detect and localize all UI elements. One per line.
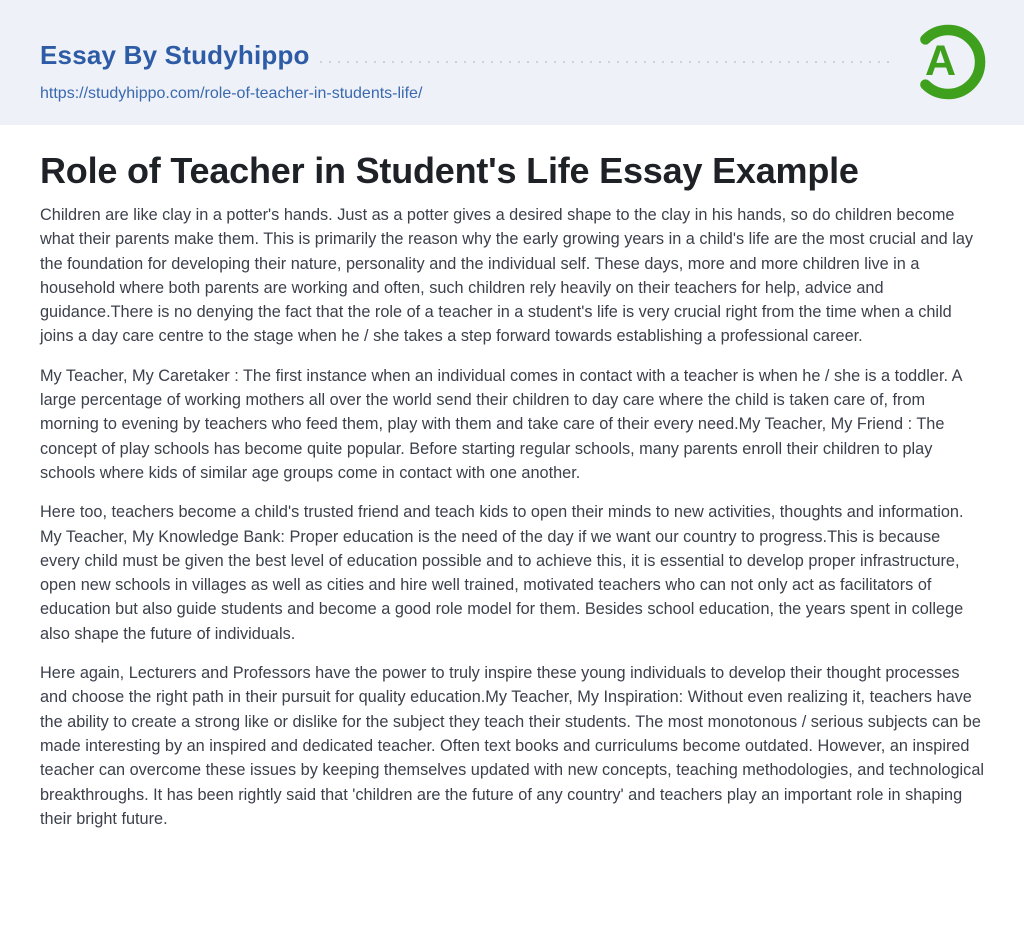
essay-article bbox=[0, 125, 1024, 831]
page-header bbox=[0, 0, 1024, 125]
page-url-link[interactable]: https://studyhippo.com/role-of-teacher-in-students-life/ bbox=[40, 85, 423, 102]
article-title: Role of Teacher in Student's Life Essay Example bbox=[40, 150, 859, 191]
essay-paragraph: My Teacher, My Caretaker : The first instance when an individual comes in contact with a teacher is when he / she is a toddler. A large percentage of working mothers all over the world send their children to day care where the child is taken care of, from morning to evening by teachers who feed them, play with them and take care of their every need.My Teacher, My Friend : The concept of play schools has become quite popular. Before starting regular schools, many parents enroll their children to play schools where kids of similar age groups come in contact with one another. bbox=[40, 366, 962, 482]
brand-row bbox=[40, 42, 984, 68]
studyhippo-logo bbox=[906, 20, 990, 104]
logo-arc-icon bbox=[906, 20, 990, 104]
essay-paragraph: Here too, teachers become a child's trusted friend and teach kids to open their minds to new activities, thoughts and information. My Teacher, My Knowledge Bank: Proper education is the need of the day if we want our country to progress.This is because every child must be given the best level of education possible and to achieve this, it is essential to develop proper infrastructure, open new schools in villages as well as cities and hire well trained, motivated teachers who can not only act as facilitators of education but also guide students and become a good role model for them. Besides school education, the years spent in college also shape the future of individuals. bbox=[40, 503, 964, 643]
logo-letter: A bbox=[924, 37, 957, 85]
essay-paragraph: Children are like clay in a potter's hands. Just as a potter gives a desired shape to the clay in his hands, so do children become what their parents make them. This is primarily the reason why the early growing years in a child's life are the most crucial and lay the foundation for developing their nature, personality and the individual self. These days, more and more children live in a household where both parents are working and often, such children rely heavily on their teachers for help, advice and guidance.There is no denying the fact that the role of a teacher in a student's life is very crucial right from the time when a child joins a day care centre to the stage when he / she takes a step forward towards establishing a professional career. bbox=[40, 206, 974, 346]
site-brand: Essay By Studyhippo bbox=[40, 40, 310, 70]
essay-paragraph: Here again, Lecturers and Professors have the power to truly inspire these young individuals to develop their thought processes and choose the right path in their pursuit for quality education.My Teacher, My Inspiration: Without even realizing it, teachers have the ability to create a strong like or dislike for the subject they teach their students. The most monotonous / serious subjects can be made interesting by an inspired and dedicated teacher. Often text books and curriculums become outdated. However, an inspired teacher can overcome these issues by keeping themselves updated with new concepts, teaching methodologies, and technological breakthroughs. It has been rightly said that 'children are the future of any country' and teachers play an important role in shaping their bright future. bbox=[40, 664, 984, 828]
dotted-divider bbox=[320, 61, 893, 63]
